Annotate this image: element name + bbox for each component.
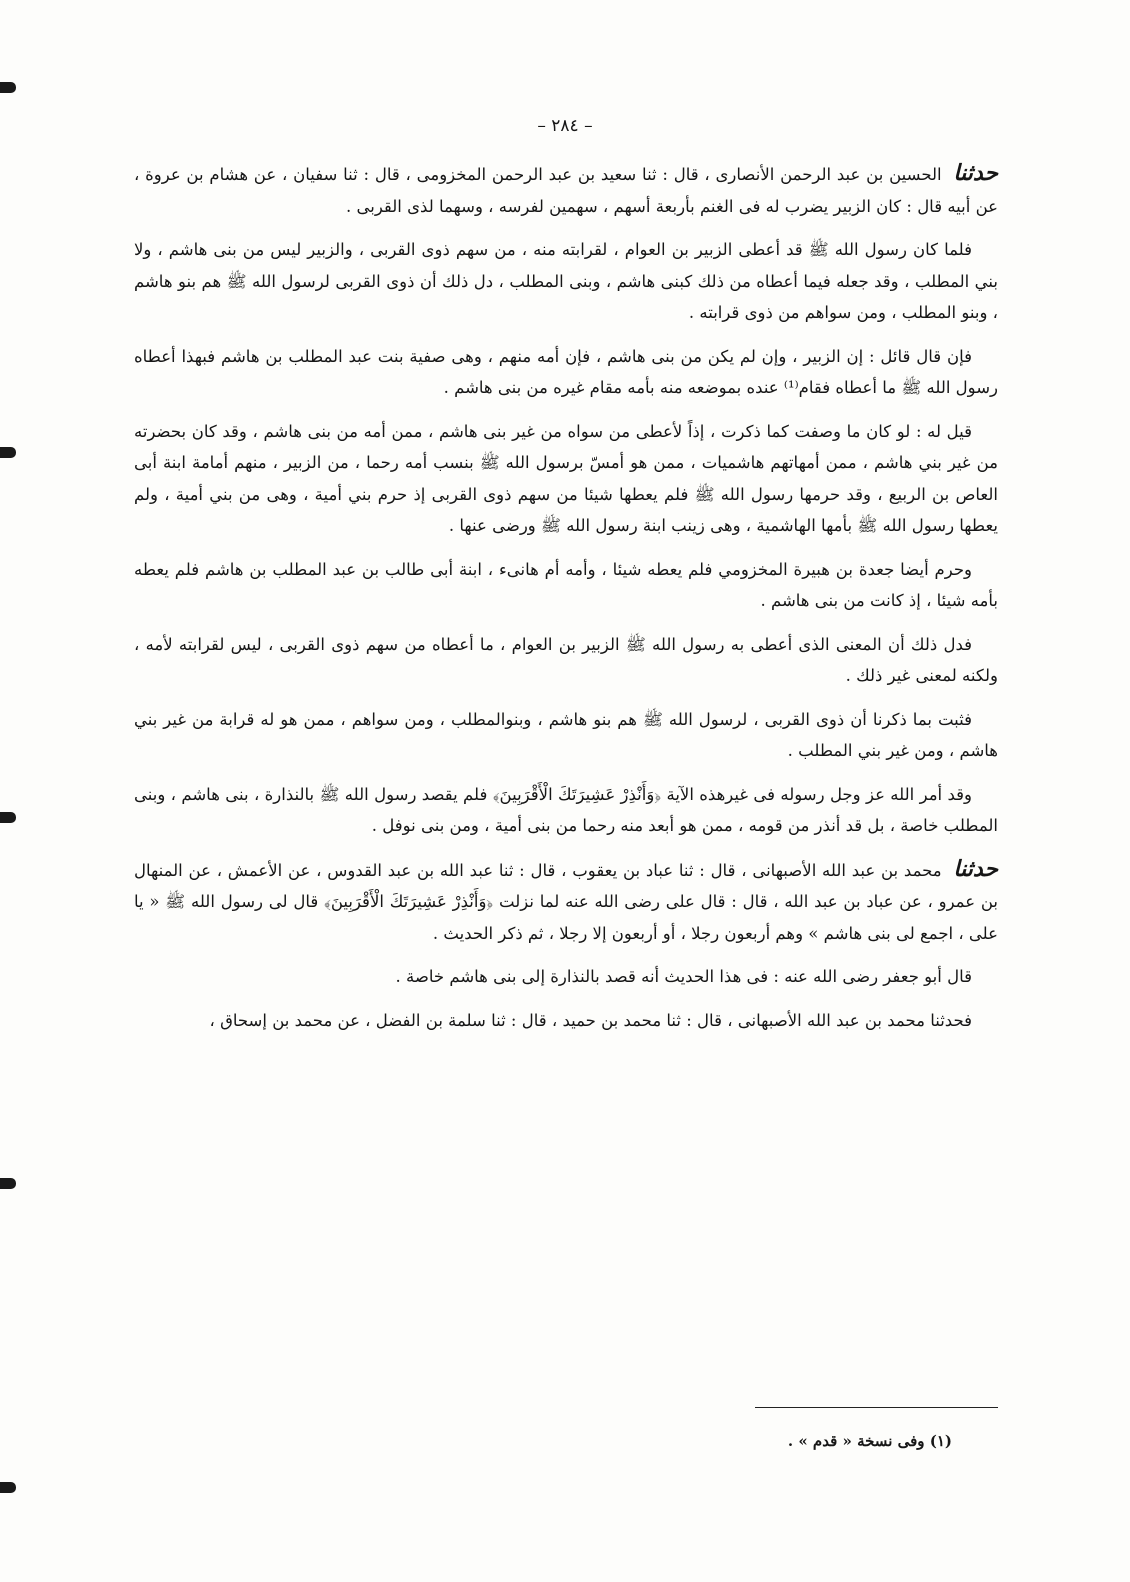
paragraph-text: فإن قال قائل : إن الزبير ، وإن لم يكن من بنى هاشم ، فإن أمه منهم ، وهى صفية بنت عبد المطلب بن هاشم فبهذا أعطاه رسول الله ﷺ ما أعطاه فقام⁽¹⁾ عنده بموضعه منه بأمه مقام غيره من بنى هاشم . bbox=[134, 346, 998, 397]
scan-margin-mark bbox=[0, 447, 16, 458]
paragraph-text: فثبت بما ذكرنا أن ذوى القربى ، لرسول الله ﷺ هم بنو هاشم ، وبنوالمطلب ، ومن سواهم ، ممن هو له قرابة من غير بني هاشم ، ومن غير بني المطلب . bbox=[134, 709, 998, 760]
scan-margin-mark bbox=[0, 1178, 16, 1189]
footnote: (١) وفى نسخة « قدم » . bbox=[787, 1432, 952, 1450]
scan-margin-mark bbox=[0, 82, 16, 93]
paragraph-text: فدل ذلك أن المعنى الذى أعطى به رسول الله ﷺ الزبير بن العوام ، ما أعطاه من سهم ذوى القربى ، ليس لقرابته لأمه ، ولكنه لمعنى غير ذلك . bbox=[134, 634, 998, 685]
paragraph-text: الحسين بن عبد الرحمن الأنصارى ، قال : ثنا سعيد بن عبد الرحمن المخزومى ، قال : ثنا سفيان ، عن هشام بن عروة ، عن أبيه قال : كان الزبير يضرب له فى الغنم بأربعة أسهم ، سهمين لفرسه ، وسهما لذى القربى . bbox=[134, 165, 998, 216]
paragraph-3 bbox=[134, 341, 998, 404]
paragraph-text: فلما كان رسول الله ﷺ قد أعطى الزبير بن العوام ، لقرابته منه ، من سهم ذوى القربى ، والزبير ليس من بنى هاشم ، ولا بني المطلب ، وقد جعله فيما أعطاه من ذلك كبنى هاشم ، وبنى المطلب ، دل ذلك أن ذوى القربى لرسول الله ﷺ هم بنو هاشم ، وبنو المطلب ، ومن سواهم من ذوى قرابته . bbox=[134, 240, 998, 322]
paragraph-text: قال أبو جعفر رضى الله عنه : فى هذا الحديث أنه قصد بالنذارة إلى بنى هاشم خاصة . bbox=[395, 967, 972, 986]
footnote-separator bbox=[755, 1407, 998, 1408]
paragraph-9 bbox=[134, 854, 998, 950]
paragraph-10 bbox=[134, 961, 998, 993]
paragraph-text: وحرم أيضا جعدة بن هبيرة المخزومي فلم يعطه شيئا ، وأمه أم هانىء ، ابنة أبى طالب بن عبد المطلب بن هاشم فلم يعطه بأمه شيئا ، إذ كانت من بنى هاشم . bbox=[134, 559, 998, 610]
paragraph-text: قيل له : لو كان ما وصفت كما ذكرت ، إذاً لأعطى من سواه من غير بنى هاشم ، ممن أمه من بنى هاشم ، وقد كان بحضرته من غير بني هاشم ، ممن أمهاتهم هاشميات ، ممن هو أمسّ برسول الله ﷺ بنسب أمه رحما ، من الزبير ، منهم أمامة ابنة أبى العاص بن الربيع ، وقد حرمها رسول الله ﷺ فلم يعطها شيئا من سهم ذوى القربى إذ حرم بني أمية ، وهى من بني أمية ، ولم يعطها رسول الله ﷺ بأمها الهاشمية ، وهى زينب ابنة رسول الله ﷺ ورضى عنها . bbox=[134, 421, 998, 535]
scan-margin-mark bbox=[0, 812, 16, 823]
page-number: – ٢٨٤ – bbox=[537, 116, 593, 136]
hadith-lead-word: حدثنا bbox=[953, 160, 998, 186]
paragraph-7 bbox=[134, 704, 998, 767]
paragraph-1 bbox=[134, 158, 998, 222]
paragraph-text: فحدثنا محمد بن عبد الله الأصبهانى ، قال : ثنا محمد بن حميد ، قال : ثنا سلمة بن الفضل ، عن محمد بن إسحاق ، bbox=[209, 1010, 972, 1030]
scan-margin-mark bbox=[0, 1482, 16, 1493]
paragraph-8 bbox=[134, 779, 998, 842]
paragraph-4 bbox=[134, 416, 998, 542]
hadith-lead-word: حدثنا bbox=[953, 855, 999, 882]
paragraph-2 bbox=[134, 234, 998, 329]
paragraph-6 bbox=[134, 629, 998, 692]
paragraph-text: وقد أمر الله عز وجل رسوله فى غيرهذه الآية ﴿وَأَنْذِرْ عَشِيرَتَكَ الْأَقْرَبِينَ﴾ فلم يقصد رسول الله ﷺ بالنذارة ، بنى هاشم ، وبنى المطلب خاصة ، بل قد أنذر من قومه ، ممن هو أبعد منه رحما من بنى أمية ، ومن بنى نوفل . bbox=[134, 784, 998, 835]
paragraph-11 bbox=[134, 1005, 998, 1037]
main-text bbox=[134, 158, 998, 1048]
paragraph-text: محمد بن عبد الله الأصبهانى ، قال : ثنا عباد بن يعقوب ، قال : ثنا عبد الله بن عبد القدوس ، عن الأعمش ، عن المنهال بن عمرو ، عن عباد بن عبد الله ، قال : قال على رضى الله عنه لما نزلت ﴿وَأَنْذِرْ عَشِيرَتَكَ الْأَقْرَبِينَ﴾ قال لى رسول الله ﷺ « يا على ، اجمع لى بنى هاشم » وهم أربعون رجلا ، أو أربعون إلا رجلا ، ثم ذكر الحديث . bbox=[134, 860, 998, 943]
paragraph-5 bbox=[134, 554, 998, 617]
